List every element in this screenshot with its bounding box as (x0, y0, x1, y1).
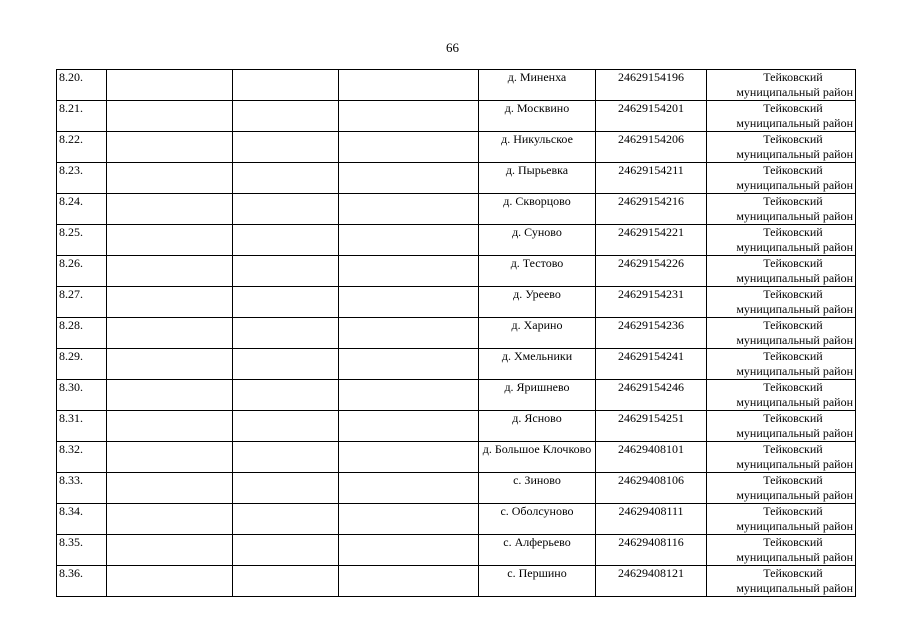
settlement-name-cell: д. Уреево (479, 287, 596, 318)
row-number-cell: 8.35. (57, 535, 107, 566)
row-number-cell: 8.21. (57, 101, 107, 132)
empty-cell (107, 504, 233, 535)
table-row (57, 349, 856, 380)
district-type: муниципальный район (736, 395, 853, 409)
settlement-name-cell: д. Яришнево (479, 380, 596, 411)
table-row (57, 194, 856, 225)
district-type: муниципальный район (736, 240, 853, 254)
empty-cell (107, 70, 233, 101)
empty-cell (339, 318, 479, 349)
district-cell (707, 256, 856, 287)
settlement-name-cell: д. Пырьевка (479, 163, 596, 194)
empty-cell (233, 442, 339, 473)
district-type: муниципальный район (736, 302, 853, 316)
table-row (57, 225, 856, 256)
empty-cell (107, 380, 233, 411)
district-name: Тейковский (763, 504, 823, 518)
district-type: муниципальный район (736, 147, 853, 161)
district-cell (707, 318, 856, 349)
row-number-cell: 8.30. (57, 380, 107, 411)
empty-cell (233, 380, 339, 411)
table-body (57, 70, 856, 597)
district-type: муниципальный район (736, 426, 853, 440)
oktmo-code-cell: 24629154251 (596, 411, 707, 442)
empty-cell (107, 442, 233, 473)
empty-cell (339, 473, 479, 504)
settlement-name-cell: с. Оболсуново (479, 504, 596, 535)
row-number-cell: 8.33. (57, 473, 107, 504)
table-row (57, 504, 856, 535)
district-name: Тейковский (763, 70, 823, 84)
oktmo-code-cell: 24629154216 (596, 194, 707, 225)
row-number-cell: 8.32. (57, 442, 107, 473)
empty-cell (339, 163, 479, 194)
district-cell (707, 411, 856, 442)
empty-cell (233, 101, 339, 132)
empty-cell (233, 411, 339, 442)
table-row (57, 566, 856, 597)
district-type: муниципальный район (736, 364, 853, 378)
table-row (57, 318, 856, 349)
oktmo-code-cell: 24629154211 (596, 163, 707, 194)
empty-cell (233, 256, 339, 287)
table-row (57, 132, 856, 163)
district-type: муниципальный район (736, 85, 853, 99)
empty-cell (233, 473, 339, 504)
oktmo-code-cell: 24629154226 (596, 256, 707, 287)
row-number-cell: 8.20. (57, 70, 107, 101)
empty-cell (107, 194, 233, 225)
empty-cell (107, 287, 233, 318)
row-number-cell: 8.27. (57, 287, 107, 318)
district-cell (707, 349, 856, 380)
district-cell (707, 70, 856, 101)
empty-cell (233, 504, 339, 535)
empty-cell (233, 163, 339, 194)
row-number-cell: 8.29. (57, 349, 107, 380)
empty-cell (339, 225, 479, 256)
empty-cell (233, 194, 339, 225)
empty-cell (233, 566, 339, 597)
district-name: Тейковский (763, 256, 823, 270)
table-row (57, 411, 856, 442)
page-number: 66 (446, 40, 459, 55)
empty-cell (339, 287, 479, 318)
district-cell (707, 101, 856, 132)
row-number-cell: 8.31. (57, 411, 107, 442)
row-number-cell: 8.36. (57, 566, 107, 597)
oktmo-code-cell: 24629154241 (596, 349, 707, 380)
settlement-name-cell: д. Миненха (479, 70, 596, 101)
district-name: Тейковский (763, 163, 823, 177)
district-name: Тейковский (763, 225, 823, 239)
oktmo-code-cell: 24629154206 (596, 132, 707, 163)
row-number-cell: 8.24. (57, 194, 107, 225)
oktmo-code-cell: 24629408116 (596, 535, 707, 566)
empty-cell (107, 535, 233, 566)
settlement-name-cell: с. Першино (479, 566, 596, 597)
table-row (57, 163, 856, 194)
row-number-cell: 8.26. (57, 256, 107, 287)
empty-cell (339, 442, 479, 473)
district-type: муниципальный район (736, 581, 853, 595)
empty-cell (233, 132, 339, 163)
district-name: Тейковский (763, 380, 823, 394)
oktmo-code-cell: 24629408101 (596, 442, 707, 473)
table-row (57, 256, 856, 287)
empty-cell (233, 70, 339, 101)
empty-cell (233, 349, 339, 380)
empty-cell (107, 163, 233, 194)
table-row (57, 473, 856, 504)
district-type: муниципальный район (736, 271, 853, 285)
row-number-cell: 8.23. (57, 163, 107, 194)
settlement-name-cell: д. Большое Клочково (479, 442, 596, 473)
district-name: Тейковский (763, 194, 823, 208)
settlement-name-cell: с. Алферьево (479, 535, 596, 566)
settlement-name-cell: д. Москвино (479, 101, 596, 132)
settlement-name-cell: д. Скворцово (479, 194, 596, 225)
district-type: муниципальный район (736, 550, 853, 564)
row-number-cell: 8.25. (57, 225, 107, 256)
oktmo-code-cell: 24629408106 (596, 473, 707, 504)
row-number-cell: 8.34. (57, 504, 107, 535)
empty-cell (339, 380, 479, 411)
empty-cell (107, 349, 233, 380)
empty-cell (339, 101, 479, 132)
district-cell (707, 473, 856, 504)
district-cell (707, 566, 856, 597)
district-name: Тейковский (763, 287, 823, 301)
district-name: Тейковский (763, 349, 823, 363)
district-name: Тейковский (763, 473, 823, 487)
empty-cell (233, 287, 339, 318)
district-type: муниципальный район (736, 488, 853, 502)
empty-cell (107, 256, 233, 287)
empty-cell (339, 411, 479, 442)
district-name: Тейковский (763, 535, 823, 549)
empty-cell (107, 318, 233, 349)
settlement-name-cell: д. Суново (479, 225, 596, 256)
table-row (57, 70, 856, 101)
settlement-name-cell: д. Ясново (479, 411, 596, 442)
district-cell (707, 287, 856, 318)
oktmo-code-cell: 24629154246 (596, 380, 707, 411)
settlement-name-cell: д. Никульское (479, 132, 596, 163)
oktmo-code-cell: 24629154231 (596, 287, 707, 318)
district-cell (707, 225, 856, 256)
district-cell (707, 132, 856, 163)
oktmo-code-cell: 24629154196 (596, 70, 707, 101)
oktmo-code-cell: 24629154201 (596, 101, 707, 132)
district-type: муниципальный район (736, 519, 853, 533)
empty-cell (339, 349, 479, 380)
row-number-cell: 8.28. (57, 318, 107, 349)
district-name: Тейковский (763, 442, 823, 456)
district-cell (707, 442, 856, 473)
empty-cell (107, 473, 233, 504)
district-type: муниципальный район (736, 178, 853, 192)
table-row (57, 535, 856, 566)
table-row (57, 287, 856, 318)
table-row (57, 101, 856, 132)
empty-cell (339, 194, 479, 225)
empty-cell (339, 70, 479, 101)
district-name: Тейковский (763, 566, 823, 580)
empty-cell (339, 132, 479, 163)
district-type: муниципальный район (736, 333, 853, 347)
district-type: муниципальный район (736, 116, 853, 130)
district-cell (707, 194, 856, 225)
settlement-name-cell: д. Харино (479, 318, 596, 349)
settlements-table (56, 69, 856, 597)
empty-cell (339, 256, 479, 287)
empty-cell (107, 225, 233, 256)
district-cell (707, 163, 856, 194)
district-name: Тейковский (763, 318, 823, 332)
empty-cell (339, 535, 479, 566)
oktmo-code-cell: 24629154236 (596, 318, 707, 349)
oktmo-code-cell: 24629408111 (596, 504, 707, 535)
empty-cell (107, 101, 233, 132)
empty-cell (233, 318, 339, 349)
district-name: Тейковский (763, 411, 823, 425)
district-name: Тейковский (763, 101, 823, 115)
settlement-name-cell: д. Хмельники (479, 349, 596, 380)
table-row (57, 380, 856, 411)
empty-cell (233, 535, 339, 566)
district-type: муниципальный район (736, 457, 853, 471)
district-type: муниципальный район (736, 209, 853, 223)
district-cell (707, 380, 856, 411)
row-number-cell: 8.22. (57, 132, 107, 163)
empty-cell (339, 504, 479, 535)
empty-cell (233, 225, 339, 256)
oktmo-code-cell: 24629408121 (596, 566, 707, 597)
table-row (57, 442, 856, 473)
district-name: Тейковский (763, 132, 823, 146)
district-cell (707, 535, 856, 566)
settlement-name-cell: с. Зиново (479, 473, 596, 504)
empty-cell (107, 411, 233, 442)
empty-cell (339, 566, 479, 597)
district-cell (707, 504, 856, 535)
oktmo-code-cell: 24629154221 (596, 225, 707, 256)
empty-cell (107, 566, 233, 597)
empty-cell (107, 132, 233, 163)
settlement-name-cell: д. Тестово (479, 256, 596, 287)
